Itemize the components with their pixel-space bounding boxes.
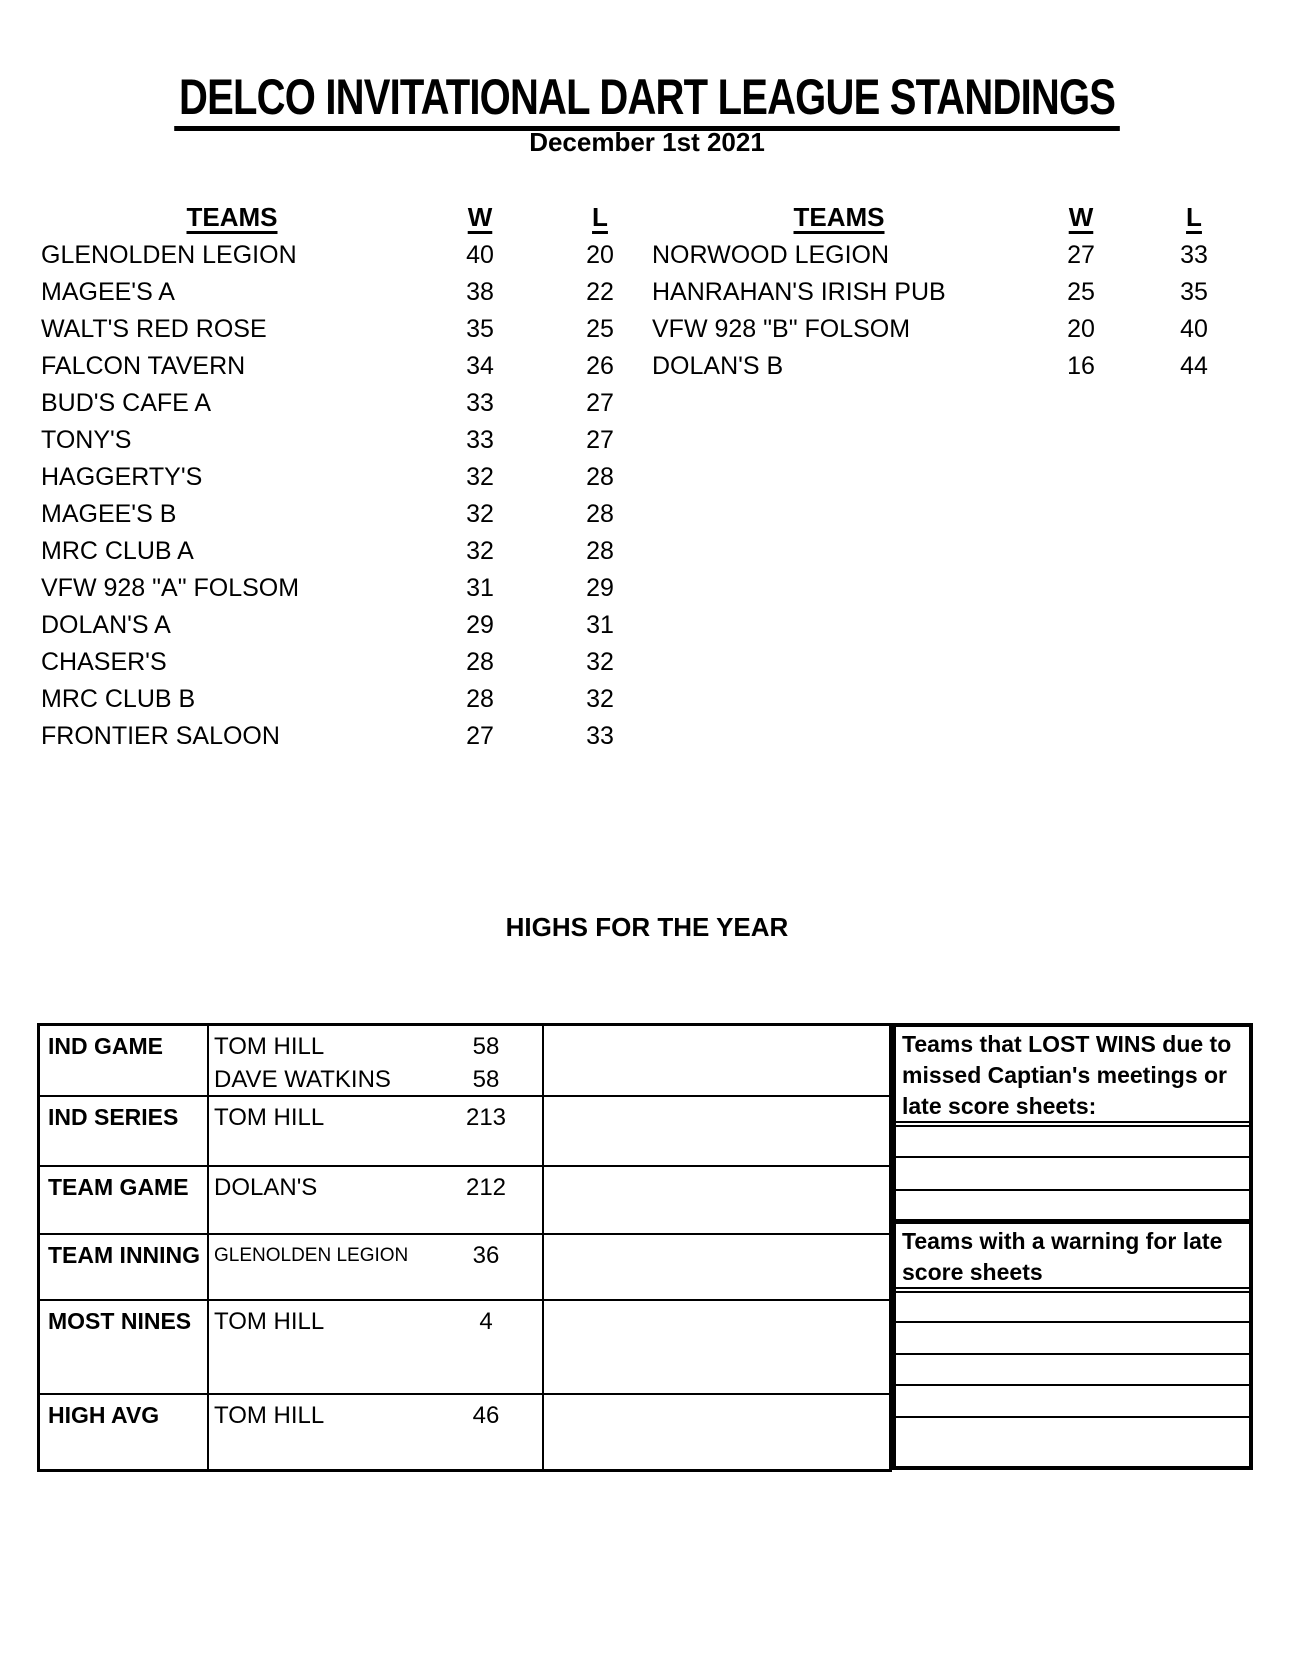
wins-value: 32: [466, 500, 494, 528]
highs-record-value: 36: [472, 1242, 500, 1269]
highs-category-label: IND SERIES: [48, 1104, 179, 1130]
team-name: DOLAN'S A: [41, 611, 171, 639]
wins-value: 35: [466, 315, 494, 343]
right-teams-header: TEAMS: [793, 202, 885, 232]
page-title-wrap: [0, 69, 1294, 131]
highs-record-value: 46: [472, 1402, 500, 1429]
left-teams-header: TEAMS: [186, 202, 278, 232]
lost-wins-header: Teams that LOST WINS due to missed Captian's meetings or late score sheets:: [896, 1027, 1249, 1127]
losses-value: 25: [586, 315, 614, 343]
losses-value: 28: [586, 500, 614, 528]
team-name: MAGEE'S B: [41, 500, 177, 528]
warning-empty-row: [896, 1386, 1249, 1418]
page-title: DELCO INVITATIONAL DART LEAGUE STANDINGS: [174, 72, 1120, 131]
team-name: FRONTIER SALOON: [41, 722, 280, 750]
warning-empty-row: [896, 1293, 1249, 1323]
team-name: HAGGERTY'S: [41, 463, 203, 491]
highs-category-label: IND GAME: [48, 1033, 163, 1059]
team-name: TONY'S: [41, 426, 132, 454]
wins-value: 27: [1067, 241, 1095, 269]
team-name: BUD'S CAFE A: [41, 389, 212, 417]
highs-holder-name: TOM HILL: [214, 1033, 325, 1060]
wins-value: 40: [466, 241, 494, 269]
highs-category-label: TEAM INNING: [48, 1242, 201, 1268]
page-date: December 1st 2021: [529, 127, 765, 157]
highs-record-value: 212: [465, 1174, 507, 1201]
wins-value: 28: [466, 685, 494, 713]
highs-row: [40, 1393, 889, 1469]
losses-value: 20: [586, 241, 614, 269]
losses-value: 33: [586, 722, 614, 750]
losses-value: 35: [1180, 278, 1208, 306]
highs-row: [40, 1299, 889, 1393]
losses-value: 31: [586, 611, 614, 639]
losses-value: 44: [1180, 352, 1208, 380]
highs-category-label: TEAM GAME: [48, 1174, 189, 1200]
highs-holder-name: DAVE WATKINS: [214, 1066, 391, 1093]
left-losses-header: L: [592, 202, 608, 232]
left-wins-header: W: [467, 202, 493, 232]
team-name: CHASER'S: [41, 648, 167, 676]
wins-value: 29: [466, 611, 494, 639]
wins-value: 38: [466, 278, 494, 306]
wins-value: 16: [1067, 352, 1095, 380]
lost-wins-empty-row: [896, 1191, 1249, 1221]
team-name: WALT'S RED ROSE: [41, 315, 267, 343]
wins-value: 27: [466, 722, 494, 750]
losses-value: 22: [586, 278, 614, 306]
wins-value: 32: [466, 537, 494, 565]
highs-row: [40, 1095, 889, 1165]
wins-value: 20: [1067, 315, 1095, 343]
highs-record-value: 213: [465, 1104, 507, 1131]
team-name: MRC CLUB B: [41, 685, 196, 713]
team-name: NORWOOD LEGION: [652, 241, 890, 269]
highs-table: [37, 1023, 892, 1472]
highs-holder-name: TOM HILL: [214, 1104, 325, 1131]
losses-value: 33: [1180, 241, 1208, 269]
wins-value: 25: [1067, 278, 1095, 306]
highs-category-label: MOST NINES: [48, 1308, 192, 1334]
losses-value: 26: [586, 352, 614, 380]
team-name: VFW 928 "A" FOLSOM: [41, 574, 300, 602]
wins-value: 34: [466, 352, 494, 380]
losses-value: 28: [586, 537, 614, 565]
wins-value: 28: [466, 648, 494, 676]
warning-empty-row: [896, 1355, 1249, 1386]
team-name: FALCON TAVERN: [41, 352, 246, 380]
notes-box: [892, 1023, 1253, 1470]
wins-value: 32: [466, 463, 494, 491]
losses-value: 40: [1180, 315, 1208, 343]
losses-value: 27: [586, 389, 614, 417]
highs-holder-name: TOM HILL: [214, 1402, 325, 1429]
team-name: MRC CLUB A: [41, 537, 194, 565]
highs-record-value: 58: [472, 1066, 500, 1093]
highs-holder-name: DOLAN'S: [214, 1174, 318, 1201]
team-name: DOLAN'S B: [652, 352, 784, 380]
right-wins-header: W: [1068, 202, 1094, 232]
highs-row: [40, 1165, 889, 1233]
losses-value: 28: [586, 463, 614, 491]
losses-value: 29: [586, 574, 614, 602]
wins-value: 33: [466, 389, 494, 417]
wins-value: 31: [466, 574, 494, 602]
highs-holder-name: TOM HILL: [214, 1308, 325, 1335]
lost-wins-empty-row: [896, 1158, 1249, 1191]
highs-record-value: 58: [472, 1033, 500, 1060]
highs-record-value: 4: [479, 1308, 493, 1335]
highs-category-label: HIGH AVG: [48, 1402, 160, 1428]
team-name: HANRAHAN'S IRISH PUB: [652, 278, 946, 306]
warning-empty-row: [896, 1418, 1249, 1451]
wins-value: 33: [466, 426, 494, 454]
warning-empty-row: [896, 1323, 1249, 1355]
losses-value: 32: [586, 648, 614, 676]
lost-wins-empty-row: [896, 1127, 1249, 1158]
right-losses-header: L: [1186, 202, 1202, 232]
highs-holder-name: GLENOLDEN LEGION: [214, 1245, 409, 1266]
team-name: VFW 928 "B" FOLSOM: [652, 315, 911, 343]
highs-section-title: HIGHS FOR THE YEAR: [505, 912, 789, 942]
losses-value: 32: [586, 685, 614, 713]
team-name: GLENOLDEN LEGION: [41, 241, 297, 269]
highs-row: [40, 1233, 889, 1299]
highs-row: [40, 1026, 889, 1095]
losses-value: 27: [586, 426, 614, 454]
team-name: MAGEE'S A: [41, 278, 175, 306]
warning-header: Teams with a warning for late score sheets: [896, 1221, 1249, 1293]
